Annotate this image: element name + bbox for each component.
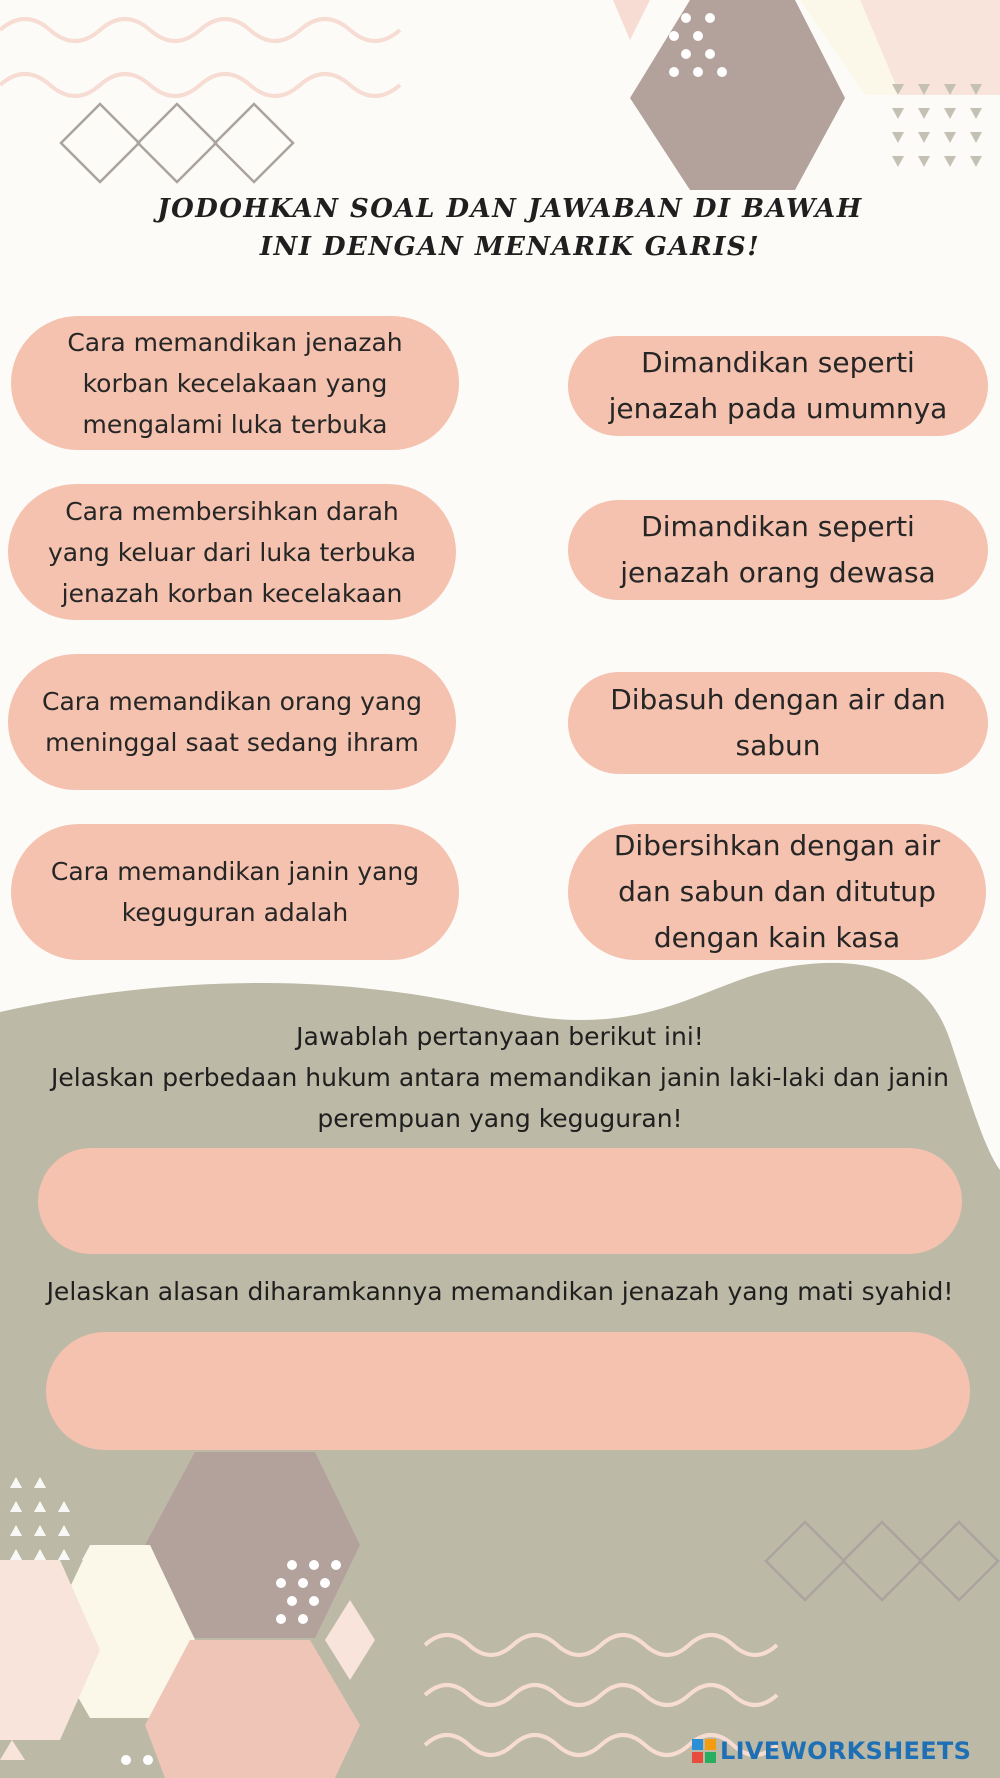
peach-triangle-top: [613, 0, 650, 40]
brand-name: LIVEWORKSHEETS: [720, 1737, 972, 1765]
answer-pill-1[interactable]: [568, 336, 988, 436]
question-pill-2[interactable]: [8, 484, 456, 620]
diamond-outline-top: [61, 104, 293, 182]
answer-text-1: Dimandikan seperti jenazah pada umumnya: [608, 346, 948, 425]
triangle-pattern-top-right: [892, 84, 982, 167]
answer-pill-4[interactable]: [568, 824, 986, 960]
essay-instruction: Jawablah pertanyaan berikut ini!: [296, 1022, 704, 1051]
answer-pill-2[interactable]: [568, 500, 988, 600]
answer-input-2[interactable]: [46, 1332, 970, 1450]
essay-question-1: Jelaskan perbedaan hukum antara memandikan janin laki-laki dan janin perempuan yang keguguran!: [51, 1063, 949, 1133]
liveworksheets-logo[interactable]: [692, 1733, 971, 1769]
essay-question-2: Jelaskan alasan diharamkannya memandikan jenazah yang mati syahid!: [46, 1277, 954, 1306]
answer-text-3: Dibasuh dengan air dan sabun: [610, 683, 946, 762]
answer-input-1[interactable]: [38, 1148, 962, 1254]
question-text-4: Cara memandikan janin yang keguguran adalah: [50, 857, 420, 927]
question-text-3: Cara memandikan orang yang meninggal saat sedang ihram: [42, 687, 422, 757]
question-text-1: Cara memandikan jenazah korban kecelakaan yang mengalami luka terbuka: [67, 327, 403, 439]
liveworksheets-logo-icon: [692, 1739, 716, 1763]
mauve-hexagon-top: [630, 0, 845, 190]
question-pill-3[interactable]: [8, 654, 456, 790]
question-text-2: Cara membersihkan darah yang keluar dari luka terbuka jenazah korban kecelakaan: [47, 496, 417, 608]
answer-pill-3[interactable]: [568, 672, 988, 774]
answer-text-2: Dimandikan seperti jenazah orang dewasa: [620, 510, 936, 589]
wave-lines-top: [0, 19, 400, 96]
question-pill-1[interactable]: [11, 316, 459, 450]
page-title: JODOHKAN SOAL DAN JAWABAN DI BAWAH INI DENGAN MENARIK GARIS!: [157, 194, 863, 262]
question-pill-4[interactable]: [11, 824, 459, 960]
answer-text-4: Dibersihkan dengan air dan sabun dan ditutup dengan kain kasa: [613, 829, 941, 954]
